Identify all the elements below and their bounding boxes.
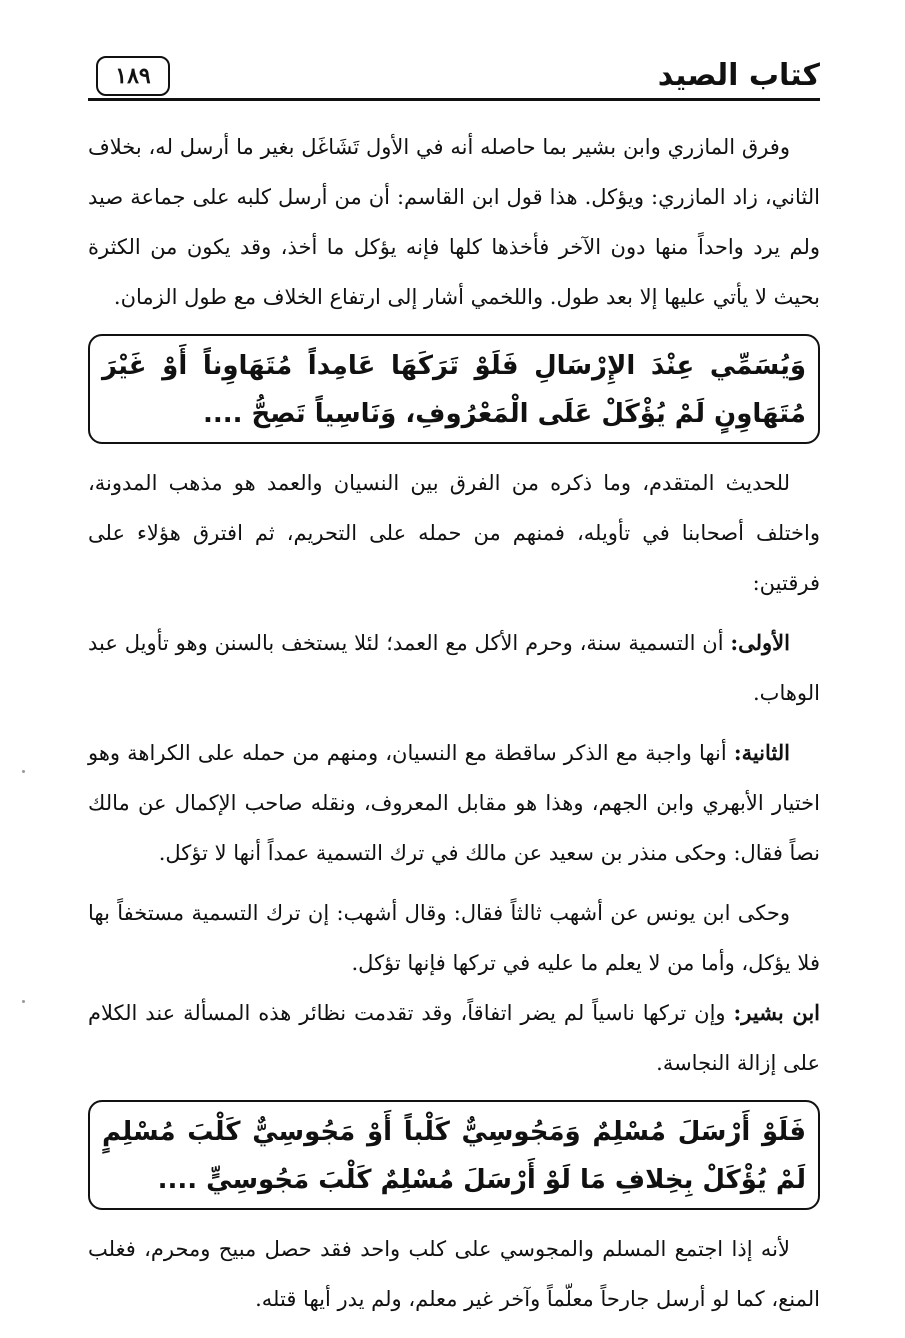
paragraph-text: للحديث المتقدم، وما ذكره من الفرق بين النسيان والعمد هو مذهب المدونة، واختلف أصحابنا في تأويله، فمنهم من حمله على التحريم، ثم افترق هؤلاء على فرقتين: <box>88 471 820 595</box>
paragraph-text: أنها واجبة مع الذكر ساقطة مع النسيان، ومنهم من حمله على الكراهة وهو اختيار الأبهري وابن الجهم، وهذا هو مقابل المعروف، ونقله صاحب الإكمال عن مالك نصاً فقال: وحكى منذر بن سعيد عن مالك في ترك التسمية عمداً أنها لا تؤكل. <box>88 741 820 865</box>
book-page <box>88 52 820 1324</box>
commentary-paragraph: وفرق المازري وابن بشير بما حاصله أنه في الأول تَشَاغَل بغير ما أرسل له، بخلاف الثاني، زاد المازري: ويؤكل. هذا قول ابن القاسم: أن من أرسل كلبه على جماعة صيد ولم يرد واحداً منها دون الآخر فأخذها كلها فإنه يؤكل ما أخذ، وقد يكون من الكثرة بحيث لا يأتي عليها إلا بعد طول. واللخمي أشار إلى ارتفاع الخلاف مع طول الزمان. <box>88 135 820 309</box>
matn-box: فَلَوْ أَرْسَلَ مُسْلِمٌ وَمَجُوسِيٌّ كَلْباً أَوْ مَجُوسِيٌّ كَلْبَ مُسْلِمٍ لَمْ يُؤْكَلْ بِخِلافِ مَا لَوْ أَرْسَلَ مُسْلِمٌ كَلْبَ مَجُوسِيٍّ .... <box>88 1100 820 1210</box>
page-number-box: ١٨٩ <box>96 56 170 96</box>
paragraph-lead: الأولى: <box>730 630 790 655</box>
commentary-paragraph <box>88 888 820 988</box>
matn-box: وَيُسَمِّي عِنْدَ الإِرْسَالِ فَلَوْ تَرَكَهَا عَامِداً مُتَهَاوِناً أَوْ غَيْرَ مُتَهَاوِنٍ لَمْ يُؤْكَلْ عَلَى الْمَعْرُوفِ، وَنَاسِياً تَصِحُّ .... <box>88 334 820 444</box>
page-header <box>88 52 820 104</box>
paragraph-text: أن التسمية سنة، وحرم الأكل مع العمد؛ لئلا يستخف بالسنن وهو تأويل عبد الوهاب. <box>88 631 820 705</box>
paragraph-lead: الثانية: <box>733 740 790 765</box>
paragraph-text: وحكى ابن يونس عن أشهب ثالثاً فقال: وقال أشهب: إن ترك التسمية مستخفاً بها فلا يؤكل، وأما من لا يعلم ما عليه في تركها فإنها تؤكل. <box>88 901 820 975</box>
chapter-title: كتاب الصيد <box>657 58 820 93</box>
commentary-paragraph: لأنه إذا اجتمع المسلم والمجوسي على كلب واحد فقد حصل مبيح ومحرم، فغلب المنع، كما لو أرسل جارحاً معلّماً وآخر غير معلم، ولم يدر أيها قتله. <box>88 1237 820 1311</box>
margin-mark <box>22 1000 25 1003</box>
paragraph-text: وإن تركها ناسياً لم يضر اتفاقاً، وقد تقدمت نظائر هذه المسألة عند الكلام على إزالة النجاسة. <box>88 1001 820 1075</box>
header-rule <box>88 98 820 101</box>
commentary-paragraph <box>88 618 820 718</box>
margin-mark <box>22 770 25 773</box>
paragraph-lead: ابن بشير: <box>733 1000 821 1025</box>
commentary-paragraph <box>88 988 820 1088</box>
commentary-paragraph <box>88 728 820 878</box>
commentary-paragraph <box>88 458 820 608</box>
